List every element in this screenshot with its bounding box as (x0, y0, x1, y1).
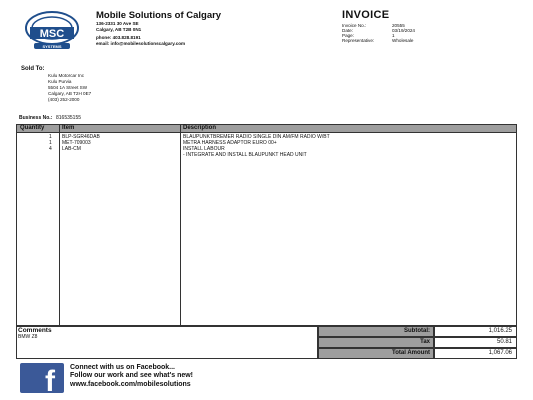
tax-value: 50.81 (434, 337, 517, 348)
comments-box (16, 326, 318, 359)
row-description: - INTEGRATE AND INSTALL BLAUPUNKT HEAD UNIT (183, 152, 307, 158)
row-item: MET-709003 (62, 140, 91, 146)
logo-text: MSC (39, 28, 65, 40)
sold-to-line: Calgary, AB T2H 0E7 (48, 91, 92, 96)
invoice-date-value: 03/19/2024 (392, 28, 415, 33)
invoice-date-label: Date: (342, 28, 353, 33)
sold-to-line: Kulu Motorcar Inc (48, 73, 84, 78)
header-quantity: Quantity (20, 125, 45, 131)
tax-label: Tax (318, 337, 434, 348)
company-address-line2: Calgary, AB T2B 0N1 (96, 27, 142, 32)
row-item: LAB-CM (62, 146, 81, 152)
sold-to-line: (403) 252-2000 (48, 97, 80, 102)
company-address-line1: 136-2331 30 Ave SE (96, 21, 139, 26)
invoice-page-value: 1 (392, 33, 395, 38)
invoice-rep-label: Representative: (342, 38, 375, 43)
subtotal-value: 1,016.25 (434, 326, 517, 337)
business-no-label: Business No.: (19, 115, 53, 121)
row-quantity: 1 (49, 134, 52, 140)
company-logo (20, 10, 84, 52)
row-quantity: 4 (49, 146, 52, 152)
total-amount-value: 1,067.06 (434, 348, 517, 359)
sold-to-title: Sold To: (21, 66, 45, 72)
column-divider (180, 124, 181, 326)
total-amount-label: Total Amount (318, 348, 434, 359)
subtotal-label: Subtotal: (318, 326, 434, 337)
comments-text: BMW Z8 (18, 334, 38, 340)
column-divider (59, 124, 60, 326)
footer-follow-text: Follow our work and see what's new! (70, 372, 194, 379)
row-quantity: 1 (49, 140, 52, 146)
facebook-icon-glyph: f (45, 365, 55, 393)
invoice-rep-value: Wholesale (392, 38, 414, 43)
items-table-header (16, 124, 517, 133)
invoice-no-label: Invoice No.: (342, 23, 367, 28)
header-item: Item (62, 125, 75, 131)
row-item: BLP-SGR46DAB (62, 134, 100, 140)
business-no-value: 816535155 (56, 115, 82, 121)
sold-to-line: 5504 1A Street SW (48, 85, 88, 90)
company-phone: phone: 403.828.8191 (96, 35, 141, 40)
header-description: Description (183, 125, 217, 131)
invoice-no-value: 20555 (392, 23, 405, 28)
invoice-title: INVOICE (342, 9, 390, 21)
row-description: METRA HARNESS ADAPTOR EURO 00+ (183, 140, 277, 146)
invoice-page-label: Page: (342, 33, 355, 38)
row-description: BLAUPUNKTBREMER RADIO SINGLE DIN AM/FM RADIO W/BT (183, 134, 330, 140)
footer-facebook-link[interactable]: www.facebook.com/mobilesolutions (70, 381, 191, 388)
sold-to-line: Kulu Purvia (48, 79, 72, 84)
company-email: email: info@mobilesolutionscalgary.com (96, 41, 186, 46)
footer-connect-text: Connect with us on Facebook... (70, 364, 176, 371)
comments-title: Comments (18, 327, 52, 334)
facebook-icon[interactable] (20, 363, 64, 393)
company-name: Mobile Solutions of Calgary (96, 10, 222, 21)
row-description: INSTALL LABOUR (183, 146, 225, 152)
logo-subtext: SYSTEMS (42, 44, 62, 49)
